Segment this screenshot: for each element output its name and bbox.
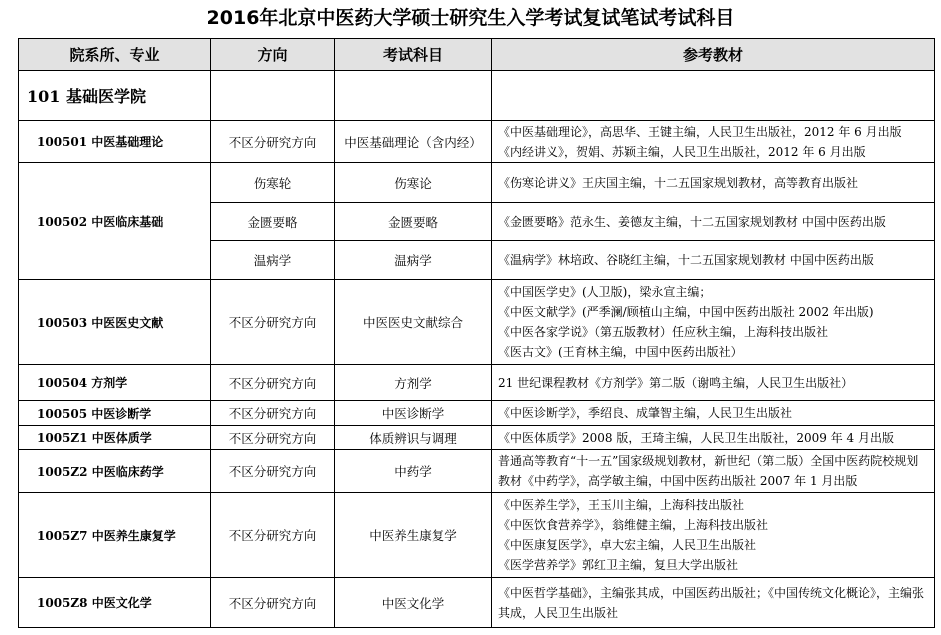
subject-cell: 中医基础理论（含内经） [335,121,492,163]
school-name: 101 基础医学院 [19,71,211,121]
major-name: 中医诊断学 [91,406,152,421]
exam-subjects-table [18,38,935,628]
textbook-item: 《中医文献学》(严季澜/顾植山主编，中国中医药出版社 2002 年出版) [498,305,874,319]
textbook-item: 《中医养生学》，王玉川主编，上海科技出版社 [498,498,745,512]
direction-cell: 温病学 [211,241,335,280]
textbook-item: 《中医康复医学》，卓大宏主编，人民卫生出版社 [498,538,757,552]
textbooks-cell [492,163,935,203]
textbooks-cell [492,203,935,241]
textbook-item: 《医学营养学》郭红卫主编，复旦大学出版社 [498,558,739,572]
subject-cell: 中医养生康复学 [335,493,492,578]
textbooks-cell [492,241,935,280]
table-row [19,450,935,493]
table-row [19,121,935,163]
subject-cell: 中药学 [335,450,492,493]
textbooks-cell [492,121,935,163]
major-name: 方剂学 [91,376,128,390]
page-title: 2016年北京中医药大学硕士研究生入学考试复试笔试考试科目 [206,7,735,29]
textbook-item: 《中医各家学说》（第五版教材）任应秋主编，上海科技出版社 [498,325,829,339]
subject-cell: 方剂学 [335,365,492,401]
subject-cell: 中医诊断学 [335,401,492,426]
major-cell [19,578,211,628]
textbooks-cell [492,578,935,628]
major-code: 1005Z8 [37,596,88,610]
major-name: 中医文化学 [91,596,152,610]
textbook-item: 普通高等教育“十一五”国家级规划教材，新世纪（第二版）全国中医药院校规划教材《中药学》，高学敏主编，中国中医药出版社 2007 年 1 月出版 [498,454,919,488]
empty-cell [492,71,935,121]
major-code: 1005Z1 [37,431,88,445]
header-subject: 考试科目 [335,39,492,71]
table-row [19,365,935,401]
textbook-item: 《伤寒论讲义》王庆国主编，十二五国家规划教材，高等教育出版社 [498,175,859,190]
textbook-item: 《金匮要略》范永生、姜德友主编，十二五国家规划教材 中国中医药出版 [498,214,886,229]
subject-cell: 温病学 [335,241,492,280]
direction-cell: 不区分研究方向 [211,121,335,163]
major-name: 中医临床药学 [91,464,164,479]
textbook-item: 《中医基础理论》，高思华、王键主编，人民卫生出版社，2012 年 6 月出版 [498,124,902,139]
textbook-item: 《内经讲义》，贺娟、苏颖主编，人民卫生出版社，2012 年 6 月出版 [498,144,866,159]
direction-cell: 不区分研究方向 [211,450,335,493]
direction-cell: 不区分研究方向 [211,280,335,365]
major-name: 中医基础理论 [91,135,164,149]
table-row [19,163,935,203]
textbooks-cell [492,280,935,365]
subject-cell: 中医文化学 [335,578,492,628]
table-row [19,493,935,578]
table-row [19,401,935,426]
subject-cell: 金匮要略 [335,203,492,241]
table-header-row [19,39,935,71]
major-code: 100503 [37,315,88,330]
school-row [19,71,935,121]
major-name: 中医医史文献 [91,315,164,330]
major-code: 100501 [37,135,88,149]
textbook-item: 《医古文》(王育林主编，中国中医药出版社） [498,345,743,359]
major-cell [19,163,211,280]
table-row [19,280,935,365]
subject-cell: 伤寒论 [335,163,492,203]
textbook-item: 《温病学》林培政、谷晓红主编，十二五国家规划教材 中国中医药出版 [498,253,874,267]
subject-cell: 体质辨识与调理 [335,426,492,450]
empty-cell [211,71,335,121]
textbook-item: 《中国医学史》(人卫版)，梁永宣主编； [498,285,712,299]
major-name: 中医养生康复学 [91,528,176,543]
table-row [19,578,935,628]
subject-cell: 中医医史文献综合 [335,280,492,365]
major-cell [19,450,211,493]
direction-cell: 不区分研究方向 [211,365,335,401]
textbook-item: 《中医哲学基础》，主编张其成，中国医药出版社；《中国传统文化概论》，主编张其成，人民卫生出版社 [498,585,925,620]
direction-cell: 金匮要略 [211,203,335,241]
major-code: 100502 [37,214,88,229]
direction-cell: 不区分研究方向 [211,578,335,628]
textbook-item: 《中医饮食营养学》，翁维健主编，上海科技出版社 [498,518,769,532]
major-cell [19,493,211,578]
textbooks-cell [492,450,935,493]
direction-cell: 不区分研究方向 [211,426,335,450]
major-name: 中医临床基础 [91,214,164,229]
major-cell [19,401,211,426]
textbooks-cell [492,401,935,426]
textbook-item: 《中医体质学》2008 版，王琦主编，人民卫生出版社，2009 年 4 月出版 [498,430,894,445]
direction-cell: 伤寒轮 [211,163,335,203]
major-code: 1005Z7 [37,528,88,543]
direction-cell: 不区分研究方向 [211,401,335,426]
major-code: 100504 [37,376,88,390]
textbook-item: 《中医诊断学》，季绍良、成肇智主编，人民卫生出版社 [498,406,793,420]
header-textbooks: 参考教材 [492,39,935,71]
direction-cell: 不区分研究方向 [211,493,335,578]
textbooks-cell [492,493,935,578]
major-cell [19,280,211,365]
major-name: 中医体质学 [91,431,152,445]
table-row [19,426,935,450]
major-cell [19,365,211,401]
header-direction: 方向 [211,39,335,71]
textbooks-cell [492,365,935,401]
major-cell [19,426,211,450]
textbook-item: 21 世纪课程教材《方剂学》第二版（谢鸣主编，人民卫生出版社） [498,375,854,390]
major-cell [19,121,211,163]
empty-cell [335,71,492,121]
textbooks-cell [492,426,935,450]
major-code: 100505 [37,406,88,421]
header-department: 院系所、专业 [19,39,211,71]
major-code: 1005Z2 [37,464,88,479]
